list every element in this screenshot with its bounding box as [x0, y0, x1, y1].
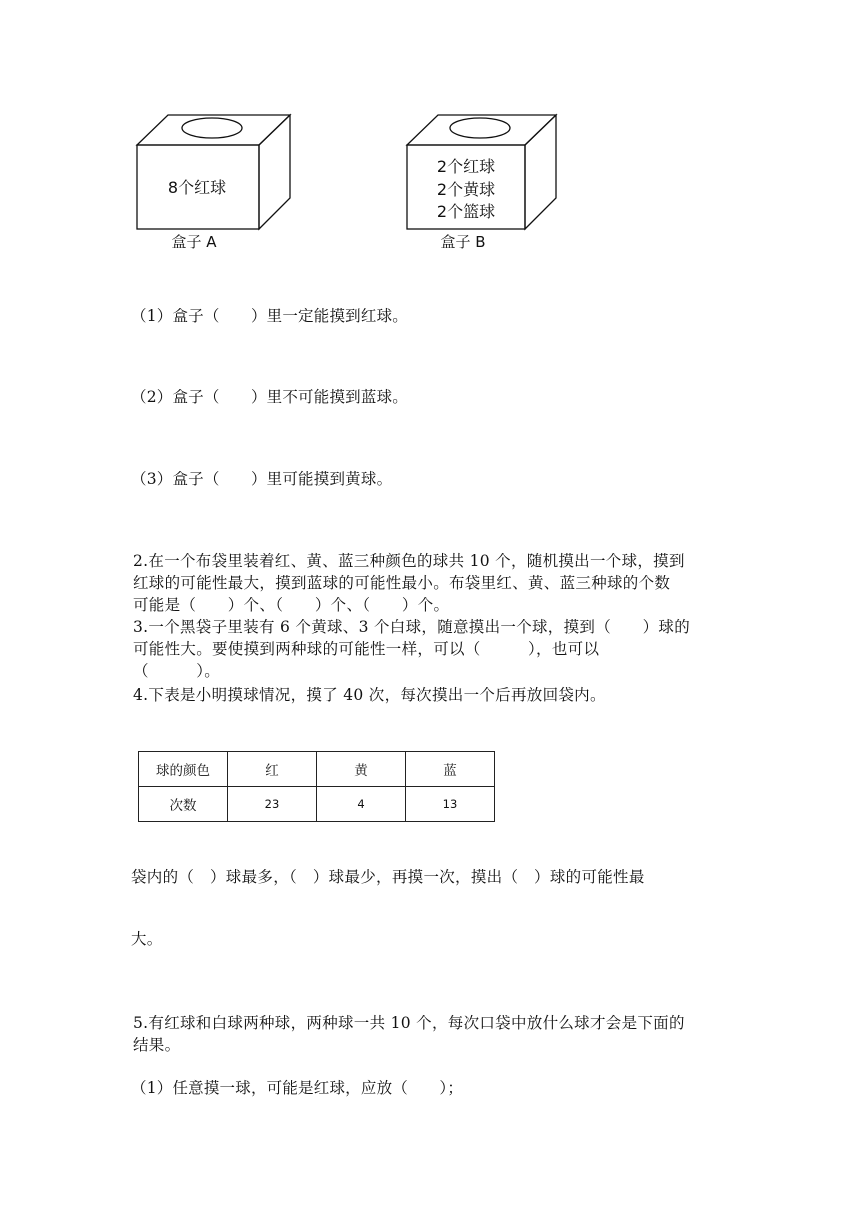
- table-row-label: 次数: [139, 787, 228, 822]
- box-b-content-line: 2个黄球: [436, 180, 496, 199]
- q5-item-1: （1）任意摸一球，可能是红球，应放（ ）；: [131, 1079, 464, 1097]
- q2-line: 可能是（ ）个、（ ）个、（ ）个。: [133, 596, 450, 614]
- box-b-opening: [450, 118, 510, 138]
- q2-line: 2.在一个布袋里装着红、黄、蓝三种颜色的球共 10 个，随机摸出一个球，摸到: [133, 552, 685, 570]
- table-cell: 13: [406, 787, 495, 822]
- q3-line: （ ）。: [133, 662, 221, 680]
- q5-line: 结果。: [133, 1036, 181, 1054]
- q5-line: 5.有红球和白球两种球，两种球一共 10 个，每次口袋中放什么球才会是下面的: [133, 1014, 685, 1032]
- box-a: [137, 115, 290, 229]
- table-cell: 4: [317, 787, 406, 822]
- q1-item-2: （2）盒子（ ）里不可能摸到蓝球。: [131, 388, 408, 406]
- box-b-caption: 盒子 B: [440, 233, 486, 251]
- q1-item-3: （3）盒子（ ）里可能摸到黄球。: [131, 470, 393, 488]
- q4-sentence-line-1: 袋内的（ ）球最多，（ ）球最少，再摸一次，摸出（ ）球的可能性最: [131, 868, 645, 886]
- tally-table: [138, 751, 495, 822]
- table-row: [139, 752, 495, 787]
- box-b-content-line: 2个篮球: [436, 202, 496, 221]
- table-cell: 23: [228, 787, 317, 822]
- q1-item-1: （1）盒子（ ）里一定能摸到红球。: [131, 307, 408, 325]
- table-row: [139, 787, 495, 822]
- box-a-content-line: 8个红球: [167, 178, 227, 197]
- box-b-content-line: 2个红球: [436, 157, 496, 176]
- boxes-figure: [0, 0, 860, 270]
- box-a-opening: [182, 118, 242, 138]
- q4-sentence-line-2: 大。: [131, 930, 163, 948]
- q4-intro: 4.下表是小明摸球情况，摸了 40 次，每次摸出一个后再放回袋内。: [133, 686, 606, 704]
- table-header-cell: 黄: [317, 752, 406, 787]
- table-header-cell: 蓝: [406, 752, 495, 787]
- table-header-cell: 球的颜色: [139, 752, 228, 787]
- box-a-caption: 盒子 A: [171, 233, 217, 251]
- q3-line: 3.一个黑袋子里装有 6 个黄球、3 个白球，随意摸出一个球，摸到（ ）球的: [133, 618, 690, 636]
- q3-line: 可能性大。要使摸到两种球的可能性一样，可以（ ），也可以: [133, 640, 600, 658]
- q2-line: 红球的可能性最大，摸到蓝球的可能性最小。布袋里红、黄、蓝三种球的个数: [133, 574, 671, 592]
- table-header-cell: 红: [228, 752, 317, 787]
